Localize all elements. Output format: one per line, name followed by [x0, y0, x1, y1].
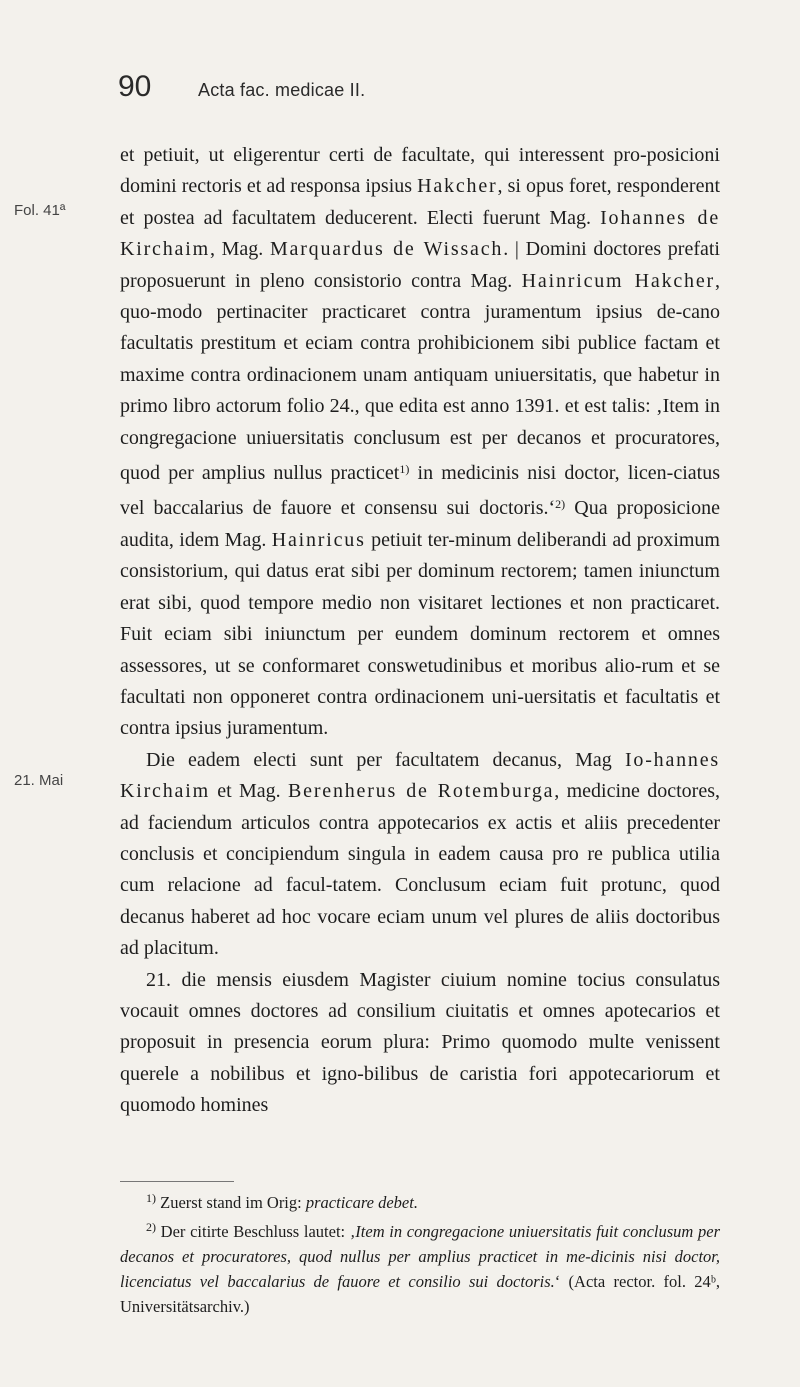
person-name: Berenherus de Rotemburga	[288, 780, 555, 803]
running-title: Acta fac. medicae II.	[198, 80, 366, 100]
person-name: Hainricum Hakcher	[521, 269, 715, 292]
paragraph-2: Die eadem electi sunt per facultatem decanus, Mag Io-hannes Kirchaim et Mag. Berenherus de Rotemburga, medicine doctores, ad faciendum articulos contra appotecarios ex actis et aliis precedenter conclusis et concipiendum singula in eadem causa pro re publica utilia cum relacione ad facul-tatem. Conclusum eciam fuit protunc, quod decanus haberet ad hoc vocare eciam unum vel plures de aliis doctoribus ad placitum.	[120, 748, 720, 960]
page-number: 90	[118, 70, 152, 103]
paragraph-1: et petiuit, ut eligerentur certi de facultate, qui interessent pro-posicioni domini rectoris et ad responsa ipsius Hakcher, si opus foret, responderent et postea ad facultatem deducerent. Electi fuerunt Mag. Iohannes de Kirchaim, Mag. Marquardus de Wissach. | Domini doctores prefati proposuerunt in pleno consistorio contra Mag. Hainricum Hakcher, quo-modo pertinaciter practicaret contra juramentum ipsius de-cano facultatis prestitum et eciam contra prohibicionem sibi publice factam et maxime contra ordinacionem unam antiquam uniuersitatis, que habetur in primo libro actorum folio 24., que edita est anno 1391. et est talis: ‚Item in congregacione uniuersitatis conclusum est per decanos et procuratores, quod per amplius nullus practicet$^{1)}$ in medicinis nisi doctor, licen-ciatus vel baccalarius de fauore et consensu sui doctoris.‘$^{2)}$ Qua proposicione audita, idem Mag. Hainricus petiuit ter-minum deliberandi ad proximum consistorium, qui datus erat sibi per dominum rectorem; tamen iniunctum erat sibi, quod tempore medio non visitaret lectiones et non practicaret. Fuit eciam sibi iniunctum per eundem dominum rectorem et omnes assessores, ut se conformaret conswetudinibus et moribus alio-rum et se facultati non opponeret contra ordinacionem uni-uersitatis et facultatis et contra ipsius juramentum.	[120, 144, 721, 740]
person-name: Io-hannes Kirchaim	[120, 748, 720, 803]
margin-note-folio: Fol. 41ª	[14, 202, 66, 219]
page-header	[118, 70, 678, 110]
person-name: Marquardus de Wissach	[269, 238, 504, 261]
paragraph-3: 21. die mensis eiusdem Magister ciuium nomine tocius consulatus vocauit omnes doctores ad consilium ciuitatis et omnes apotecarios et proposuit in presencia eorum plura: Primo quomodo multe venissent querele a nobilibus et igno-bilibus de caristia fori appotecariorum et quomodo homines	[120, 968, 720, 1117]
footnote-2: $^{2)}$ Der citirte Beschluss lautet: ‚Item in congregacione uniuersitatis fuit conclusum per decanos et procuratores, quod nullus per amplius practicet in me-dicinis nisi doctor, licenciatus vel baccalarius de fauore et consilio sui doctoris.‘ (Acta rector. fol. 24ᵇ, Universitätsarchiv.)	[120, 1220, 720, 1316]
footnote-1: $^{1)}$ Zuerst stand im Orig: practicare debet.	[146, 1191, 418, 1212]
person-name: Hainricus	[271, 528, 366, 551]
person-name: Iohannes de Kirchaim	[120, 206, 721, 261]
footnote-ref-1: 1)	[399, 462, 410, 477]
footnotes	[120, 1186, 720, 1319]
person-name: Hakcher	[417, 175, 498, 198]
main-text	[120, 140, 720, 1122]
margin-note-date: 21. Mai	[14, 772, 64, 789]
footnote-ref-2: 2)	[555, 497, 566, 512]
footnote-divider	[120, 1181, 234, 1182]
